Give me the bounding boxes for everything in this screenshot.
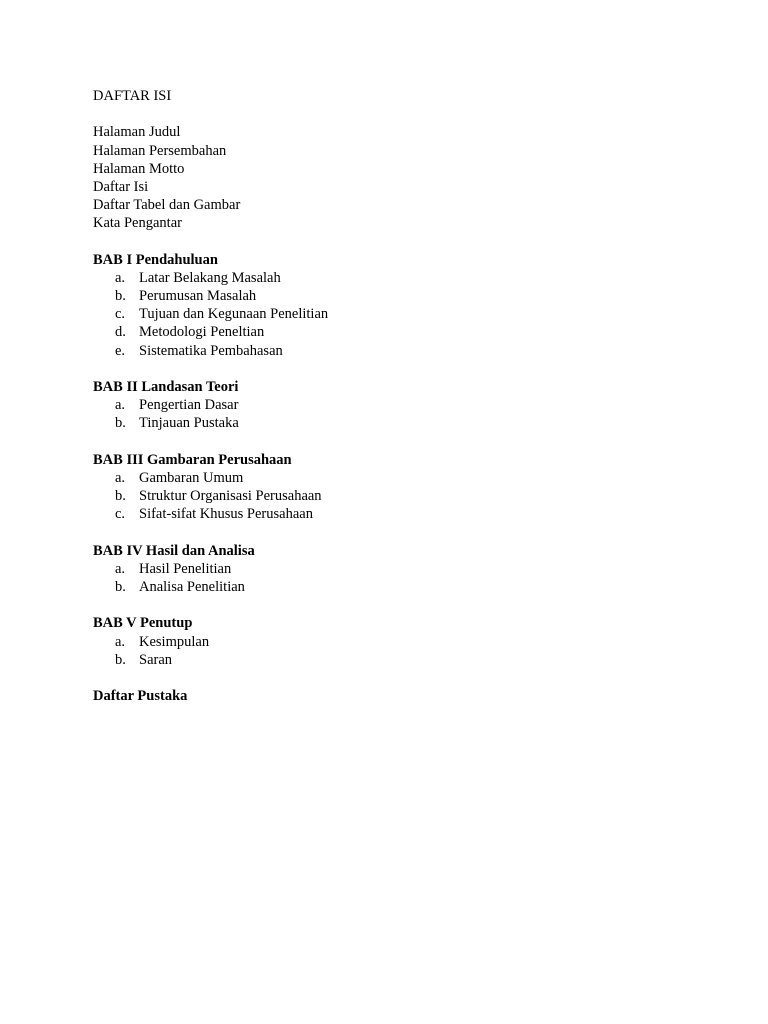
chapter-item	[93, 323, 328, 341]
item-marker: a.	[115, 560, 126, 577]
chapter-item	[93, 305, 328, 323]
front-matter-item: Halaman Motto	[93, 160, 185, 177]
item-text: Struktur Organisasi Perusahaan	[139, 488, 322, 505]
chapter-item	[93, 469, 328, 487]
spacer	[93, 105, 328, 123]
chapter-item	[93, 487, 328, 505]
item-marker: a.	[115, 469, 126, 486]
table-of-contents	[93, 87, 328, 705]
item-marker: a.	[115, 633, 126, 650]
chapter-item	[93, 578, 328, 596]
item-marker: a.	[115, 269, 126, 286]
item-text: Kesimpulan	[139, 633, 210, 650]
front-matter-item: Halaman Persembahan	[93, 142, 227, 159]
item-text: Latar Belakang Masalah	[139, 269, 281, 286]
item-marker: b.	[115, 288, 126, 305]
item-marker: b.	[115, 415, 126, 432]
chapter-item	[93, 505, 328, 523]
item-text: Tinjauan Pustaka	[139, 415, 239, 432]
item-text: Sifat-sifat Khusus Perusahaan	[139, 506, 313, 523]
chapter-item	[93, 414, 328, 432]
chapter-heading: BAB III Gambaran Perusahaan	[93, 451, 292, 468]
spacer	[93, 669, 328, 687]
spacer	[93, 360, 328, 378]
front-matter-item: Kata Pengantar	[93, 215, 182, 232]
chapter-item	[93, 396, 328, 414]
spacer	[93, 524, 328, 542]
item-marker: c.	[115, 306, 126, 323]
chapter-heading: BAB IV Hasil dan Analisa	[93, 542, 255, 559]
item-marker: e.	[115, 342, 126, 359]
front-matter-item: Daftar Isi	[93, 178, 149, 195]
chapter-heading: BAB I Pendahuluan	[93, 251, 218, 268]
chapter-heading: BAB II Landasan Teori	[93, 379, 239, 395]
item-text: Sistematika Pembahasan	[139, 342, 283, 359]
item-marker: b.	[115, 488, 126, 505]
item-text: Pengertian Dasar	[139, 397, 239, 414]
page-title: DAFTAR ISI	[93, 88, 172, 104]
item-text: Metodologi Peneltian	[139, 324, 265, 341]
closing-heading: Daftar Pustaka	[93, 688, 188, 705]
chapter-item	[93, 633, 328, 651]
item-text: Tujuan dan Kegunaan Penelitian	[139, 306, 329, 323]
spacer	[93, 596, 328, 614]
chapter-item	[93, 269, 328, 287]
chapter-item	[93, 342, 328, 360]
item-marker: a.	[115, 397, 126, 414]
item-text: Saran	[139, 651, 173, 668]
item-text: Perumusan Masalah	[139, 288, 257, 305]
item-marker: c.	[115, 506, 126, 523]
spacer	[93, 433, 328, 451]
front-matter-item: Daftar Tabel dan Gambar	[93, 197, 241, 214]
front-matter-item: Halaman Judul	[93, 124, 181, 141]
item-text: Hasil Penelitian	[139, 560, 232, 577]
spacer	[93, 233, 328, 251]
chapter-heading: BAB V Penutup	[93, 615, 193, 632]
chapter-item	[93, 560, 328, 578]
item-marker: b.	[115, 579, 126, 596]
item-text: Analisa Penelitian	[139, 579, 245, 596]
item-marker: d.	[115, 324, 126, 341]
item-text: Gambaran Umum	[139, 469, 244, 486]
item-marker: b.	[115, 651, 126, 668]
chapter-item	[93, 287, 328, 305]
chapter-item	[93, 651, 328, 669]
